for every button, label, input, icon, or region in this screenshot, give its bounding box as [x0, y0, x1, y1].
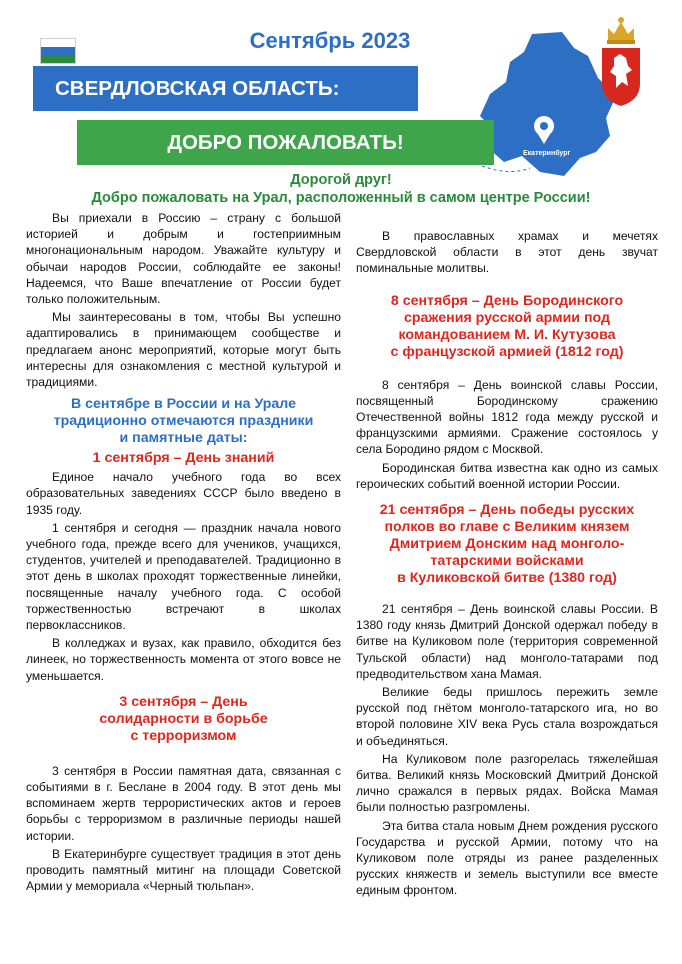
- intro-paragraph: Мы заинтересованы в том, чтобы Вы успешно адаптировались в принимающем сообществе и предлагаем анонс мероприятий, которые могут быть интересны для ознакомления с местной культурой и традициями.: [26, 310, 341, 390]
- coat-of-arms-icon: [598, 10, 644, 108]
- sep1-paragraph: Единое начало учебного года во всех образовательных заведениях СССР было введено в 1935 году.: [26, 470, 341, 517]
- sep3-heading-line: солидарности в борьбе: [99, 710, 268, 727]
- section-heading: В сентябре в России и на Урале традиционно отмечаются праздники и памятные даты:: [53, 396, 314, 447]
- right-column: [356, 210, 658, 899]
- sep8-paragraph: Бородинская битва известна как одно из самых героических событий военной истории России.: [356, 460, 658, 491]
- left-column: [26, 210, 341, 895]
- sep8-heading: [356, 293, 658, 361]
- sep21-paragraph: 21 сентября – День воинской славы России. В 1380 году князь Дмитрий Донской одержал победу в битве на Куликовом поле (территория современной Тульской области) над монголо-татарами под предводительством хана Мамая.: [356, 602, 658, 681]
- sep21-heading-line: татарскими войсками: [430, 553, 584, 570]
- sep3-paragraph: 3 сентября в России памятная дата, связанная с событиями в г. Беслане в 2004 году. В этот день мы вспоминаем жертв террористических актов и героев борьбы с терроризмом в различные периоды нашей истории.: [26, 763, 341, 843]
- sep1-heading: 1 сентября – День знаний: [92, 450, 275, 467]
- greeting-subtitle: Добро пожаловать на Урал, расположенный в самом центре России!: [91, 190, 591, 206]
- sep21-heading: [356, 502, 658, 587]
- sep21-heading-line: в Куликовской битве (1380 год): [397, 570, 617, 587]
- intro-paragraph: Вы приехали в Россию – страну с большой историей и добрым и гостеприимным многонациональным народом. Уважайте культуру и обычаи народов России, соблюдайте ее законы! Надеемся, что Ваше впечатление от России будет только положительным.: [26, 211, 341, 307]
- region-flag: [40, 38, 76, 64]
- banner-region: СВЕРДЛОВСКАЯ ОБЛАСТЬ:: [33, 66, 418, 111]
- sep8-heading-line: командованием М. И. Кутузова: [398, 326, 616, 343]
- sep21-paragraph: Великие беды пришлось пережить земле русской под гнётом монголо-татарского ига, но во второй половине XIV века Русь стала возрождаться и объединяться.: [356, 685, 658, 748]
- sep3-heading: [26, 694, 341, 745]
- continued-paragraph: В православных храмах и мечетях Свердловской области в этот день звучат поминальные молитвы.: [356, 229, 658, 276]
- sep8-heading-line: сражения русской армии под: [403, 309, 611, 326]
- sep3-heading-line: 3 сентября – День: [119, 693, 248, 710]
- sep21-heading-line: полков во главе с Великим князем: [384, 519, 630, 536]
- sep1-paragraph: 1 сентября и сегодня — праздник начала нового учебного года, прежде всего для учеников, учащихся, студентов, учителей и преподавателей. Традиционно в этот день в школах проходят торжественные линейки, посвященные началу учебного года. С особой торжественностью встречают в школах первоклассников.: [26, 520, 341, 633]
- greeting-title: Дорогой друг!: [290, 172, 392, 188]
- sep1-paragraph: В колледжах и вузах, как правило, обходится без линеек, но торжественность момента от этого вовсе не уменьшается.: [26, 636, 341, 683]
- sep8-paragraph: 8 сентября – День воинской славы России, посвященный Бородинскому сражению Отечественной войны 1812 года между русской и французскими армиями. Сражение состоялось у села Бородино рядом с Москвой.: [356, 377, 658, 457]
- sep8-heading-line: с французской армией (1812 год): [390, 343, 624, 360]
- sep8-heading-line: 8 сентября – День Бородинского: [390, 292, 624, 309]
- map-city-label: Екатеринбург: [523, 150, 571, 157]
- banner-welcome: ДОБРО ПОЖАЛОВАТЬ!: [77, 120, 494, 165]
- sep21-paragraph: Эта битва стала новым Днем рождения русского Государства и русской Армии, потому что на Куликовом поле отряды из ранее разделенных русских княжеств и земель выступили все вместе единым фронтом.: [356, 818, 658, 898]
- sep21-paragraph: На Куликовом поле разгорелась тяжелейшая битва. Великий князь Московский Дмитрий Донской лично сражался в первых рядах. Войска Мамая были полностью разгромлены.: [356, 751, 658, 815]
- sep21-heading-line: 21 сентября – День победы русских: [379, 502, 635, 519]
- sep3-paragraph: В Екатеринбурге существует традиция в этот день проводить памятный митинг на площади Советской Армии у мемориала «Черный тюльпан».: [26, 846, 341, 894]
- sep3-heading-line: с терроризмом: [130, 727, 237, 744]
- sep21-heading-line: Дмитрием Донским над монголо-: [389, 536, 625, 553]
- issue-month: Сентябрь 2023: [249, 28, 411, 53]
